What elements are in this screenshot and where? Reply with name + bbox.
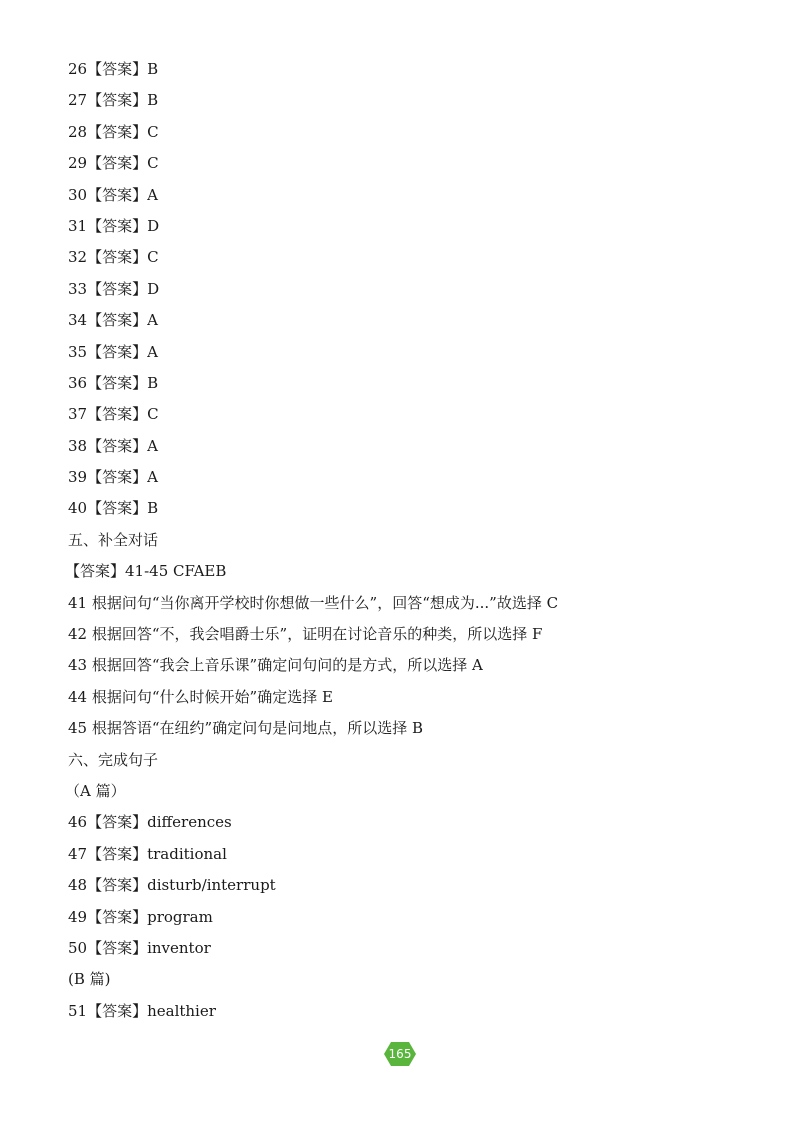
subsection-a: （A 篇） (65, 781, 126, 800)
answer-line-30: 30【答案】A (68, 185, 158, 204)
page-number-text: 165 (388, 1047, 412, 1061)
answer-line-51: 51【答案】healthier (68, 1001, 216, 1020)
answer-key-document (65, 58, 768, 1031)
answer-line-36: 36【答案】B (68, 373, 159, 392)
answer-line-48: 48【答案】disturb/interrupt (68, 876, 276, 895)
explanation-44: 44 根据问句“什么时候开始”确定选择 E (68, 687, 333, 706)
answer-line-26: 26【答案】B (68, 60, 159, 78)
page-number-badge (383, 1041, 417, 1067)
explanation-45: 45 根据答语“在纽约”确定问句是问地点，所以选择 B (68, 719, 423, 738)
answer-line-50: 50【答案】inventor (68, 938, 211, 957)
answer-line-27: 27【答案】B (68, 91, 159, 110)
answer-line-28: 28【答案】C (68, 122, 159, 141)
answer-line-47: 47【答案】traditional (68, 844, 227, 863)
answer-line-32: 32【答案】C (68, 248, 159, 267)
answer-line-37: 37【答案】C (68, 405, 159, 424)
answer-line-29: 29【答案】C (68, 154, 159, 173)
answer-line-40: 40【答案】B (68, 499, 159, 518)
explanation-42: 42 根据回答“不，我会唱爵士乐”，证明在讨论音乐的种类，所以选择 F (68, 625, 543, 644)
answer-line-38: 38【答案】A (68, 436, 158, 455)
subsection-b: (B 篇) (68, 970, 111, 989)
answer-line-34: 34【答案】A (68, 311, 158, 330)
answer-line-41-45: 【答案】41-45 CFAEB (65, 562, 227, 581)
answer-line-35: 35【答案】A (68, 342, 158, 361)
explanation-41: 41 根据问句“当你离开学校时你想做一些什么”，回答“想成为...”故选择 C (68, 593, 559, 612)
explanation-43: 43 根据回答“我会上音乐课”确定问句问的是方式，所以选择 A (68, 656, 483, 675)
answer-line-31: 31【答案】D (68, 216, 160, 235)
section-heading-5: 五、补全对话 (68, 530, 159, 549)
section-heading-6: 六、完成句子 (68, 750, 159, 769)
answer-line-39: 39【答案】A (68, 468, 158, 487)
answer-line-46: 46【答案】differences (68, 813, 232, 832)
answer-line-49: 49【答案】program (68, 907, 213, 926)
answer-line-33: 33【答案】D (68, 279, 160, 298)
